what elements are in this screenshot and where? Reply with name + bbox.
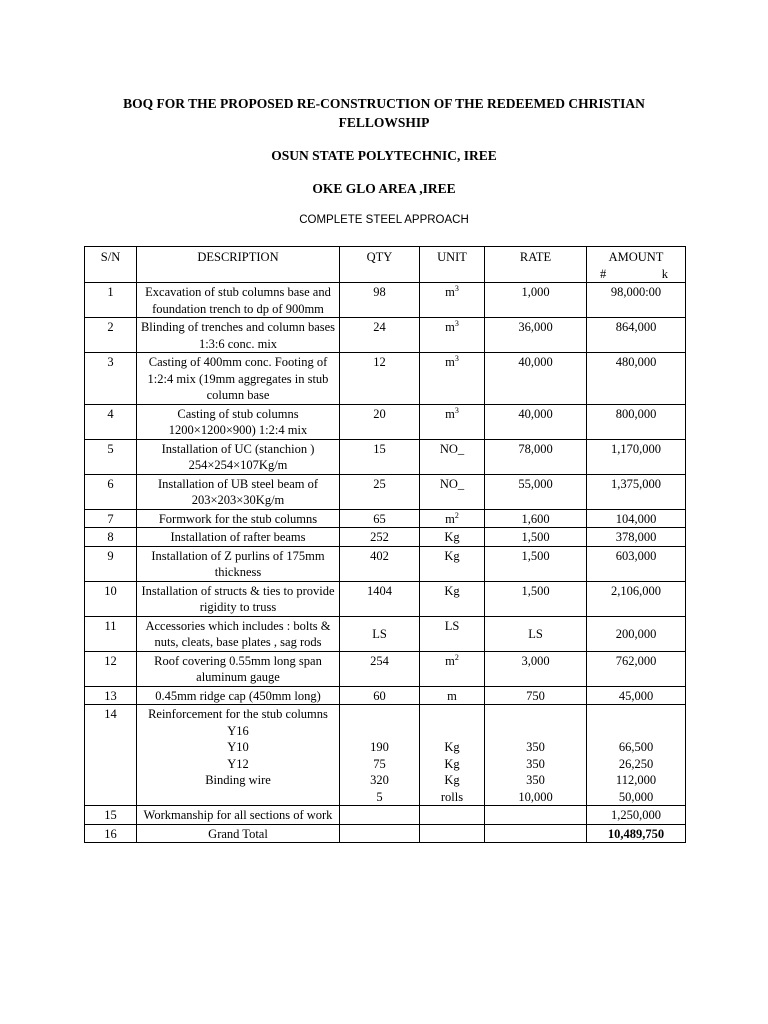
grand-total-amount: 10,489,750 (587, 824, 686, 843)
row-qty: 24 (340, 318, 420, 353)
item-amount: 26,250 (618, 756, 654, 771)
item-rate: 350 (526, 756, 545, 771)
row-sn: 11 (85, 616, 137, 651)
item-qty: 75 (373, 756, 386, 771)
row-sn: 2 (85, 318, 137, 353)
header-description: DESCRIPTION (137, 247, 340, 283)
grand-total-row (85, 824, 686, 843)
table-row (85, 353, 686, 405)
item-qty: 5 (376, 789, 383, 804)
row-description: Installation of structs & ties to provide rigidity to truss (137, 581, 340, 616)
row-unit: Kg (444, 548, 460, 563)
row-rate: 750 (485, 686, 587, 705)
row-amount: 864,000 (587, 318, 686, 353)
row-qty: LS (340, 616, 420, 651)
row-sn: 3 (85, 353, 137, 405)
item-qty: 190 (370, 740, 389, 754)
area-heading: OKE GLO AREA ,IREE (312, 181, 456, 196)
institution-heading: OSUN STATE POLYTECHNIC, IREE (271, 148, 497, 163)
row-unit: m (445, 511, 455, 526)
row-unit-exponent: 3 (454, 283, 459, 293)
row-description: Casting of 400mm conc. Footing of 1:2:4 mix (19mm aggregates in stub column base (137, 353, 340, 405)
row-rate: 1,600 (485, 509, 587, 528)
row-sn: 4 (85, 404, 137, 439)
item-amount: 66,500 (618, 740, 654, 754)
row-unit: m (447, 688, 457, 703)
row-description: Workmanship for all sections of work (137, 806, 340, 825)
item-name: Y16 (227, 723, 249, 738)
table-row (85, 546, 686, 581)
row-amount: 200,000 (587, 616, 686, 651)
row-qty: 1404 (340, 581, 420, 616)
table-row (85, 705, 686, 806)
row-description: Excavation of stub columns base and foundation trench to dp of 900mm (137, 283, 340, 318)
row-unit: Kg (444, 583, 460, 598)
row-rate: 3,000 (485, 651, 587, 686)
row-sn: 9 (85, 546, 137, 581)
item-name: Y12 (227, 756, 249, 771)
document-title (80, 94, 688, 132)
item-unit: Kg (444, 773, 460, 787)
row-qty: 60 (340, 686, 420, 705)
row-description: Roof covering 0.55mm long span aluminum gauge (137, 651, 340, 686)
table-row (85, 474, 686, 509)
table-row (85, 439, 686, 474)
approach-heading: COMPLETE STEEL APPROACH (299, 214, 469, 226)
row-sn: 16 (85, 824, 137, 843)
row-qty: 254 (340, 651, 420, 686)
table-row (85, 686, 686, 705)
row-amount: 603,000 (587, 546, 686, 581)
item-rate: 350 (526, 773, 545, 787)
item-unit: rolls (440, 789, 464, 804)
row-description: Reinforcement for the stub columns (148, 707, 328, 721)
row-rate: 1,000 (485, 283, 587, 318)
row-rate: 40,000 (485, 353, 587, 405)
row-unit: m (445, 320, 455, 334)
row-rate: 36,000 (485, 318, 587, 353)
row-description: Casting of stub columns 1200×1200×900) 1:2:4 mix (137, 404, 340, 439)
table-row (85, 283, 686, 318)
header-amount (587, 247, 686, 283)
row-unit-exponent: 3 (454, 318, 459, 328)
item-unit: Kg (444, 740, 460, 754)
item-rate: 350 (526, 740, 545, 754)
row-description: Blinding of trenches and column bases 1:3:6 conc. mix (137, 318, 340, 353)
row-unit: m (445, 406, 455, 421)
row-unit-exponent: 3 (454, 353, 459, 363)
row-unit-exponent: 2 (454, 510, 459, 520)
row-qty: 65 (340, 509, 420, 528)
row-sn: 1 (85, 283, 137, 318)
table-row (85, 528, 686, 547)
grand-total-label: Grand Total (137, 824, 340, 843)
row-qty: 252 (340, 528, 420, 547)
row-rate: 78,000 (485, 439, 587, 474)
table-header-row (85, 247, 686, 283)
header-amount-label: AMOUNT (608, 250, 664, 264)
header-qty: QTY (340, 247, 420, 283)
row-sn: 10 (85, 581, 137, 616)
row-amount: 1,250,000 (587, 806, 686, 825)
item-name: Y10 (227, 740, 249, 754)
row-rate: LS (485, 616, 587, 651)
row-sn: 15 (85, 806, 137, 825)
header-sn: S/N (85, 247, 137, 283)
item-rate: 10,000 (518, 789, 553, 804)
item-qty: 320 (370, 773, 389, 787)
row-rate: 1,500 (485, 546, 587, 581)
item-name: Binding wire (205, 773, 271, 787)
row-unit: LS (444, 618, 460, 633)
table-row (85, 509, 686, 528)
table-row (85, 318, 686, 353)
row-unit: m (445, 285, 455, 299)
row-rate: 1,500 (485, 528, 587, 547)
row-amount: 480,000 (587, 353, 686, 405)
row-description: 0.45mm ridge cap (450mm long) (137, 686, 340, 705)
row-unit: Kg (444, 530, 460, 544)
row-unit-exponent: 2 (454, 652, 459, 662)
title-line-2: FELLOWSHIP (338, 115, 430, 130)
title-line-1: BOQ FOR THE PROPOSED RE-CONSTRUCTION OF THE REDEEMED CHRISTIAN (123, 96, 645, 111)
row-rate: 40,000 (485, 404, 587, 439)
row-unit-exponent: 3 (454, 405, 459, 415)
table-row (85, 806, 686, 825)
row-description: Installation of rafter beams (137, 528, 340, 547)
row-amount: 800,000 (587, 404, 686, 439)
row-unit: m (445, 653, 455, 668)
row-rate: 1,500 (485, 581, 587, 616)
row-description: Installation of UC (stanchion ) 254×254×107Kg/m (137, 439, 340, 474)
row-sn: 6 (85, 474, 137, 509)
row-unit: NO_ (439, 476, 465, 491)
row-unit: NO_ (439, 441, 465, 456)
row-description: Installation of Z purlins of 175mm thickness (137, 546, 340, 581)
table-row (85, 581, 686, 616)
row-amount: 378,000 (587, 528, 686, 547)
item-unit: Kg (444, 756, 460, 771)
row-description: Installation of UB steel beam of 203×203×30Kg/m (137, 474, 340, 509)
boq-table (84, 246, 686, 843)
row-qty: 98 (340, 283, 420, 318)
row-qty: 402 (340, 546, 420, 581)
row-amount: 1,170,000 (587, 439, 686, 474)
row-qty: 15 (340, 439, 420, 474)
header-amount-kobo: k (661, 266, 668, 281)
row-description: Formwork for the stub columns (137, 509, 340, 528)
row-sn: 7 (85, 509, 137, 528)
table-row (85, 651, 686, 686)
row-amount: 45,000 (587, 686, 686, 705)
row-qty: 12 (340, 353, 420, 405)
row-amount: 2,106,000 (587, 581, 686, 616)
row-rate: 55,000 (485, 474, 587, 509)
row-description: Accessories which includes : bolts & nuts, cleats, base plates , sag rods (137, 616, 340, 651)
row-qty: 25 (340, 474, 420, 509)
item-amount: 112,000 (615, 773, 657, 787)
header-rate: RATE (485, 247, 587, 283)
row-amount: 104,000 (587, 509, 686, 528)
row-sn: 14 (85, 705, 137, 806)
row-amount: 98,000:00 (587, 283, 686, 318)
row-sn: 13 (85, 686, 137, 705)
row-qty: 20 (340, 404, 420, 439)
row-amount: 1,375,000 (587, 474, 686, 509)
item-amount: 50,000 (618, 789, 654, 804)
row-sn: 5 (85, 439, 137, 474)
row-sn: 8 (85, 528, 137, 547)
row-sn: 12 (85, 651, 137, 686)
header-unit: UNIT (420, 247, 485, 283)
row-unit: m (445, 355, 455, 369)
table-row (85, 616, 686, 651)
table-row (85, 404, 686, 439)
row-amount: 762,000 (587, 651, 686, 686)
header-amount-naira: # (600, 266, 607, 281)
